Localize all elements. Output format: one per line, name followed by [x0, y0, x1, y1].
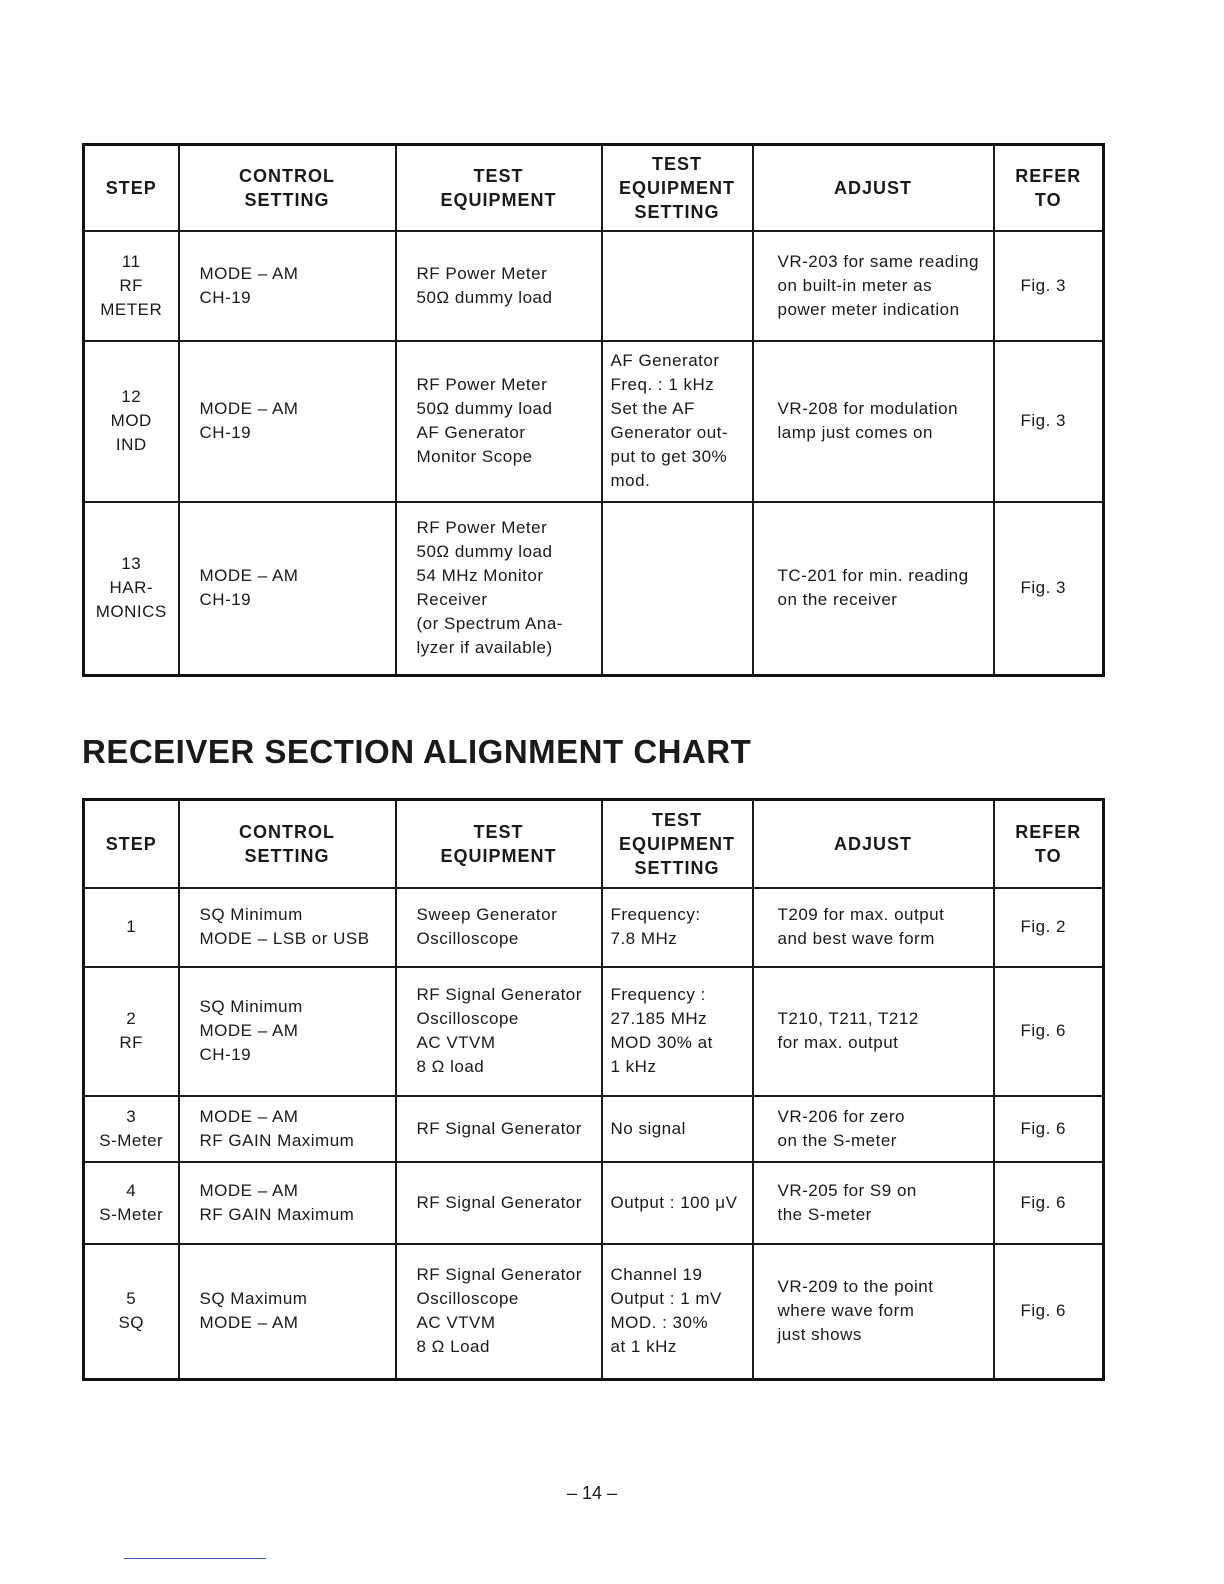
control-setting-cell: MODE – AM RF GAIN Maximum: [179, 1162, 396, 1244]
header-control-setting: CONTROL SETTING: [179, 800, 396, 888]
table-row: [84, 967, 1104, 1096]
control-setting-cell: SQ Minimum MODE – AM CH-19: [179, 967, 396, 1096]
adjust-cell: T209 for max. output and best wave form: [753, 888, 994, 967]
refer-cell: Fig. 6: [994, 1096, 1104, 1162]
equipment-setting-cell: [602, 502, 753, 676]
table-row: [84, 1244, 1104, 1380]
equipment-setting-cell: AF Generator Freq. : 1 kHz Set the AF Generator out- put to get 30% mod.: [602, 341, 753, 502]
header-control-setting: CONTROL SETTING: [179, 145, 396, 231]
test-equipment-cell: RF Power Meter 50Ω dummy load 54 MHz Monitor Receiver (or Spectrum Ana- lyzer if available): [396, 502, 602, 676]
adjust-cell: VR-203 for same reading on built-in meter as power meter indication: [753, 231, 994, 341]
transmitter-alignment-table: [82, 143, 1105, 677]
table-row: [84, 341, 1104, 502]
footer-rule: [124, 1558, 266, 1559]
adjust-cell: VR-209 to the point where wave form just shows: [753, 1244, 994, 1380]
adjust-cell: T210, T211, T212 for max. output: [753, 967, 994, 1096]
receiver-alignment-table: [82, 798, 1105, 1381]
header-step: STEP: [84, 145, 179, 231]
step-cell: 1: [84, 888, 179, 967]
adjust-cell: TC-201 for min. reading on the receiver: [753, 502, 994, 676]
table-row: [84, 1096, 1104, 1162]
refer-cell: Fig. 3: [994, 231, 1104, 341]
refer-cell: Fig. 6: [994, 967, 1104, 1096]
control-setting-cell: MODE – AM CH-19: [179, 341, 396, 502]
adjust-cell: VR-206 for zero on the S-meter: [753, 1096, 994, 1162]
step-cell: 13 HAR- MONICS: [84, 502, 179, 676]
table-row: [84, 231, 1104, 341]
header-adjust: ADJUST: [753, 800, 994, 888]
adjust-cell: VR-208 for modulation lamp just comes on: [753, 341, 994, 502]
step-cell: 5 SQ: [84, 1244, 179, 1380]
table-header-row: [84, 145, 1104, 231]
section-heading: RECEIVER SECTION ALIGNMENT CHART: [82, 733, 752, 770]
test-equipment-cell: RF Signal Generator: [396, 1162, 602, 1244]
table-row: [84, 1162, 1104, 1244]
adjust-cell: VR-205 for S9 on the S-meter: [753, 1162, 994, 1244]
control-setting-cell: SQ Minimum MODE – LSB or USB: [179, 888, 396, 967]
test-equipment-cell: RF Signal Generator Oscilloscope AC VTVM 8 Ω load: [396, 967, 602, 1096]
refer-cell: Fig. 6: [994, 1244, 1104, 1380]
equipment-setting-cell: No signal: [602, 1096, 753, 1162]
header-test-equipment-setting: TEST EQUIPMENT SETTING: [602, 145, 753, 231]
step-cell: 12 MOD IND: [84, 341, 179, 502]
table-header-row: [84, 800, 1104, 888]
step-cell: 11 RF METER: [84, 231, 179, 341]
step-cell: 4 S-Meter: [84, 1162, 179, 1244]
refer-cell: Fig. 3: [994, 341, 1104, 502]
equipment-setting-cell: Frequency: 7.8 MHz: [602, 888, 753, 967]
table-row: [84, 888, 1104, 967]
test-equipment-cell: RF Signal Generator: [396, 1096, 602, 1162]
test-equipment-cell: RF Power Meter 50Ω dummy load AF Generator Monitor Scope: [396, 341, 602, 502]
header-test-equipment-setting: TEST EQUIPMENT SETTING: [602, 800, 753, 888]
equipment-setting-cell: [602, 231, 753, 341]
control-setting-cell: SQ Maximum MODE – AM: [179, 1244, 396, 1380]
equipment-setting-cell: Output : 100 μV: [602, 1162, 753, 1244]
control-setting-cell: MODE – AM RF GAIN Maximum: [179, 1096, 396, 1162]
equipment-setting-cell: Channel 19 Output : 1 mV MOD. : 30% at 1 kHz: [602, 1244, 753, 1380]
test-equipment-cell: Sweep Generator Oscilloscope: [396, 888, 602, 967]
header-step: STEP: [84, 800, 179, 888]
refer-cell: Fig. 3: [994, 502, 1104, 676]
refer-cell: Fig. 2: [994, 888, 1104, 967]
control-setting-cell: MODE – AM CH-19: [179, 502, 396, 676]
table-row: [84, 502, 1104, 676]
step-cell: 2 RF: [84, 967, 179, 1096]
refer-cell: Fig. 6: [994, 1162, 1104, 1244]
test-equipment-cell: RF Signal Generator Oscilloscope AC VTVM 8 Ω Load: [396, 1244, 602, 1380]
header-test-equipment: TEST EQUIPMENT: [396, 800, 602, 888]
header-adjust: ADJUST: [753, 145, 994, 231]
step-cell: 3 S-Meter: [84, 1096, 179, 1162]
header-refer-to: REFER TO: [994, 145, 1104, 231]
header-test-equipment: TEST EQUIPMENT: [396, 145, 602, 231]
test-equipment-cell: RF Power Meter 50Ω dummy load: [396, 231, 602, 341]
control-setting-cell: MODE – AM CH-19: [179, 231, 396, 341]
page-number: – 14 –: [566, 1483, 618, 1503]
equipment-setting-cell: Frequency : 27.185 MHz MOD 30% at 1 kHz: [602, 967, 753, 1096]
header-refer-to: REFER TO: [994, 800, 1104, 888]
